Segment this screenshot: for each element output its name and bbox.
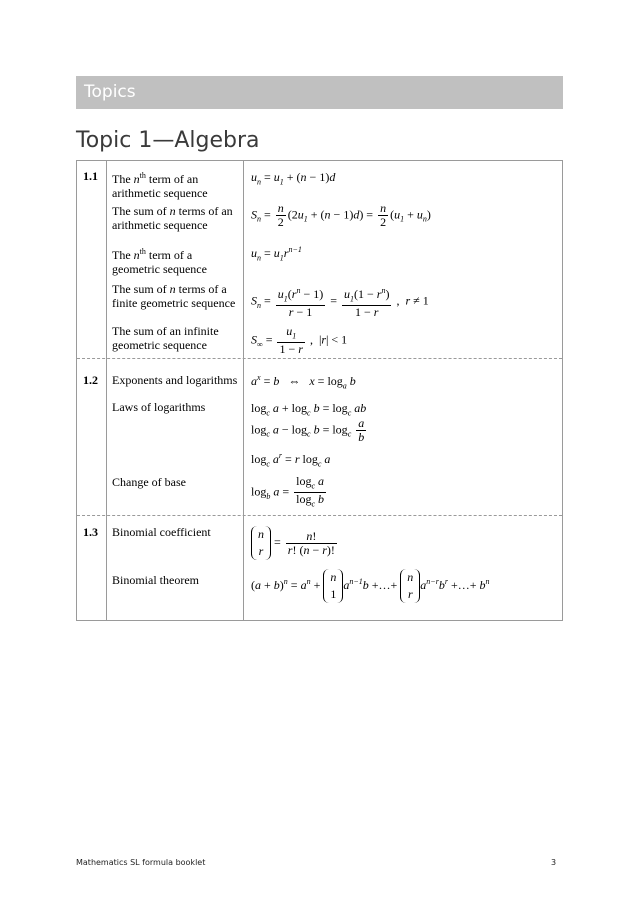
topics-banner: [76, 76, 563, 109]
formula-infinite-geometric-sum: $S_\infty$ = $\frac{u_1}{1 - r}$ , |r| < 1: [251, 324, 348, 357]
formula-log-quotient: $\log_c a - \log_c b = \log_c$ $\frac{a}{b}$: [251, 416, 365, 444]
description-sum-geometric: The sum of n terms of a finite geometric sequence: [112, 282, 236, 310]
topic-title: Topic 1—Algebra: [76, 128, 260, 153]
description-exponents-logarithms: Exponents and logarithms: [112, 373, 238, 387]
section-divider: [77, 515, 562, 516]
description-laws-of-logarithms: Laws of logarithms: [112, 400, 206, 414]
formula-log-product: $\log_c a + \log_c b = \log_c$ ab: [251, 401, 367, 418]
section-divider: [77, 358, 562, 359]
footer-title: Mathematics SL formula booklet: [76, 858, 206, 867]
page-number: 3: [551, 858, 557, 867]
formula-binomial-theorem: $(a + b)^n = a^n + n$ $1a^{n-1}b$ +…+ n $ra^{n-r}b^r$ +…+ $b^n$: [251, 570, 490, 601]
formula-log-power: $\log_c a^r = r$ $\log_c a$: [251, 451, 331, 469]
formula-arithmetic-sum: $S_n$ = $\frac{n}{2}$ $(2u_1 + (n - 1)d)$ = $\frac{n}{2}$ $(u_1 + u_n)$: [251, 201, 431, 229]
description-nth-term-arithmetic: The $n^{th}$ term of an arithmetic sequence: [112, 171, 208, 200]
column-divider: [243, 161, 244, 620]
formula-change-of-base: $\log_b a$ = $\frac{\log_c a}{\log_c b}$: [251, 474, 325, 509]
column-divider: [106, 161, 107, 620]
section-number: 1.2: [83, 373, 98, 387]
formula-binomial-coefficient: n r = $\frac{n!}{r! (n - r)!}$: [251, 526, 339, 560]
formula-exponent-log: $a^x = b$ ⇔ $x = \log_a b$: [251, 373, 356, 391]
section-number: 1.3: [83, 525, 98, 539]
banner-title: Topics: [84, 82, 136, 102]
description-binomial-coefficient: Binomial coefficient: [112, 525, 211, 539]
section-number: 1.1: [83, 169, 98, 183]
formula-arithmetic-nth-term: $u_n = u_1 + (n - 1)d$: [251, 170, 336, 187]
formula-geometric-sum: $S_n$ = $\frac{u_1(r^n - 1)}{r - 1}$ = $\frac{u_1(1 - r^n)}{1 - r}$ , r ≠ 1: [251, 286, 429, 320]
description-nth-term-geometric: The $n^{th}$ term of a geometric sequence: [112, 247, 207, 276]
description-binomial-theorem: Binomial theorem: [112, 573, 199, 587]
formula-geometric-nth-term: $u_n = u_1r^{n-1}$: [251, 245, 302, 263]
description-sum-infinite-geometric: The sum of an infinite geometric sequence: [112, 324, 219, 352]
description-change-of-base: Change of base: [112, 475, 186, 489]
description-sum-arithmetic: The sum of n terms of an arithmetic sequence: [112, 204, 233, 232]
formula-table: [76, 160, 563, 621]
